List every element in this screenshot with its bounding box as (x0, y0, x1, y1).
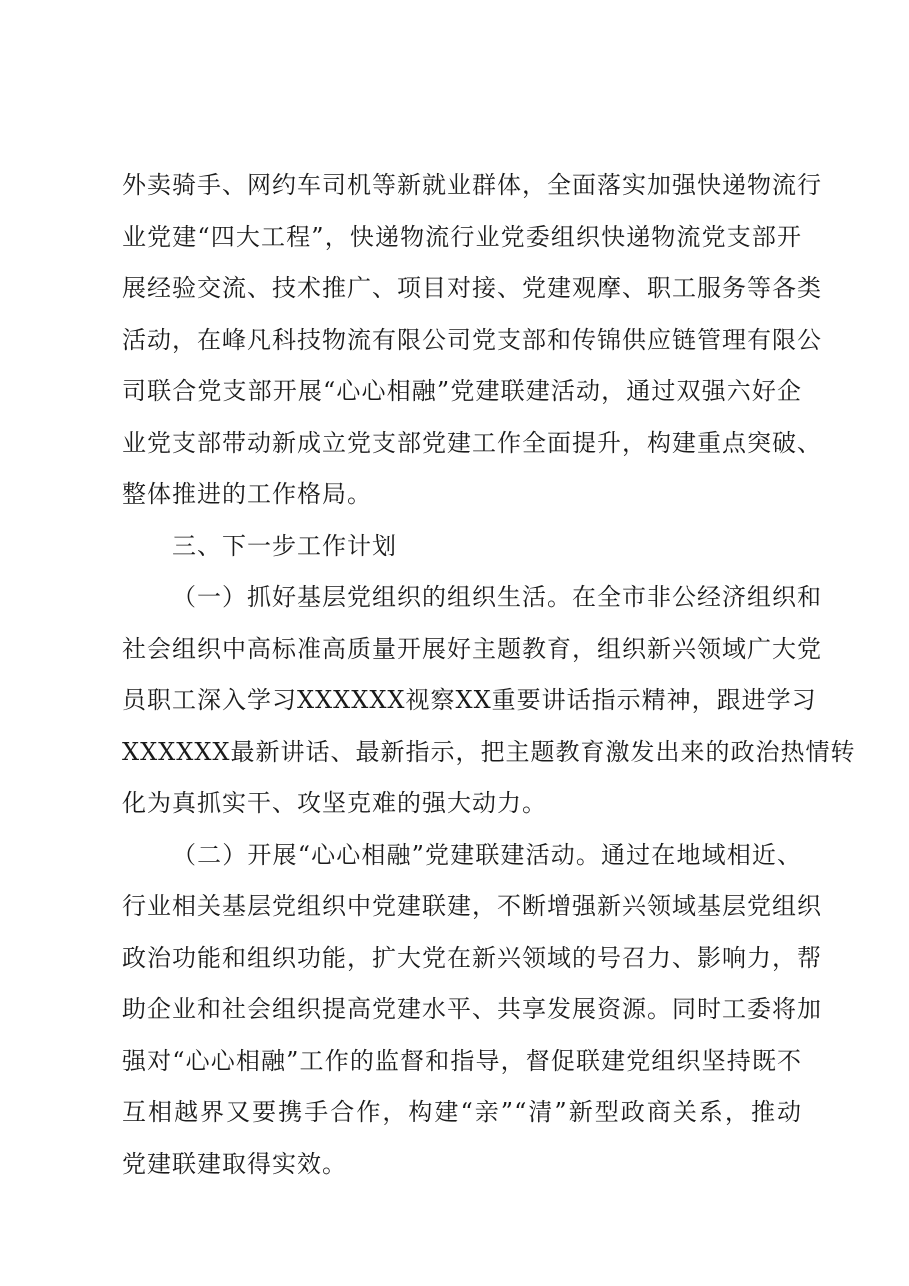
text-line: （一）抓好基层党组织的组织生活。在全市非公经济组织和 (172, 583, 822, 611)
text-line: 业党建“四大工程”，快递物流行业党委组织快递物流党支部开 (122, 222, 802, 251)
text-line: 业党支部带动新成立党支部党建工作全面提升，构建重点突破、 (122, 428, 822, 457)
section-heading (122, 521, 802, 573)
text-line: 行业相关基层党组织中党建联建，不断增强新兴领域基层党组织 (122, 892, 822, 920)
text-line: 活动，在峰凡科技物流有限公司党支部和传锦供应链管理有限公 (122, 325, 822, 354)
text-line: 整体推进的工作格局。 (122, 480, 372, 508)
document-body (122, 160, 856, 1190)
text-line: 党建联建取得实效。 (122, 1149, 347, 1178)
text-line: 社会组织中高标准高质量开展好主题教育，组织新兴领域广大党 (122, 634, 822, 663)
text-line: 助企业和社会组织提高党建水平、共享发展资源。同时工委将加 (122, 995, 822, 1023)
text-line: 司联合党支部开展“心心相融”党建联建活动，通过双强六好企 (122, 377, 802, 405)
text-line: 展经验交流、技术推广、项目对接、党建观摩、职工服务等各类 (122, 274, 822, 302)
heading-line: 三、下一步工作计划 (172, 531, 397, 560)
text-line: 强对“心心相融”工作的监督和指导，督促联建党组织坚持既不 (122, 1046, 802, 1075)
text-line: 政治功能和组织功能，扩大党在新兴领域的号召力、影响力，帮 (122, 943, 822, 972)
paragraph-p2 (122, 572, 856, 830)
paragraph-p1 (122, 160, 822, 521)
text-line: 外卖骑手、网约车司机等新就业群体，全面落实加强快递物流行 (122, 171, 822, 199)
text-line: 化为真抓实干、攻坚克难的强大动力。 (122, 789, 547, 817)
text-line: 互相越界又要携手合作，构建“亲”“清”新型政商关系，推动 (122, 1098, 802, 1126)
text-line: （二）开展“心心相融”党建联建活动。通过在地域相近、 (172, 840, 802, 869)
text-line: XXXXXX最新讲话、最新指示，把主题教育激发出来的政治热情转 (122, 737, 856, 766)
text-line: 员职工深入学习XXXXXX视察XX重要讲话指示精神，跟进学习 (122, 686, 817, 714)
paragraph-p3 (122, 830, 822, 1191)
